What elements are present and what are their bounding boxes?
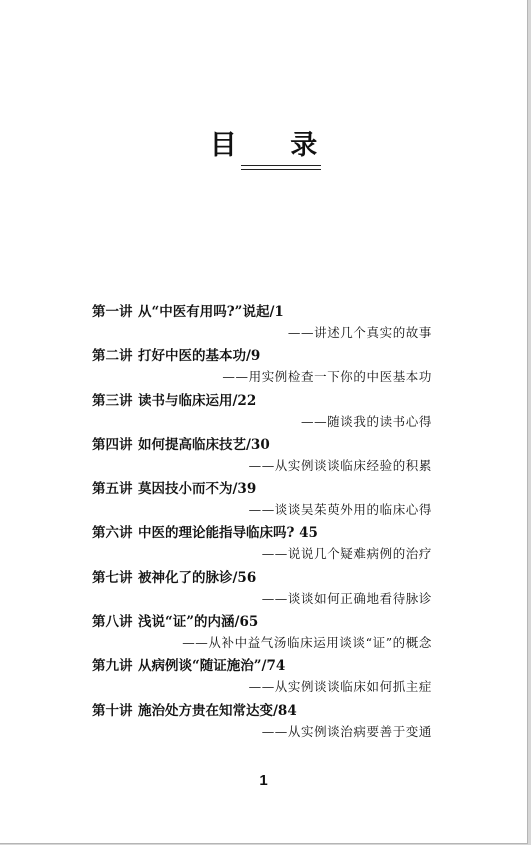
lecture-number: 第三讲 (92, 392, 133, 409)
table-of-contents (92, 302, 432, 745)
toc-entry-heading (92, 612, 258, 632)
toc-entry-heading (92, 568, 256, 588)
toc-entry-heading (92, 346, 260, 366)
lecture-title: 打好中医的基本功/9 (138, 348, 261, 365)
lecture-number: 第二讲 (92, 348, 133, 365)
lecture-subtitle: ——从补中益气汤临床运用谈谈“证”的概念 (182, 635, 432, 651)
lecture-title: 中医的理论能指导临床吗? 45 (138, 525, 318, 542)
lecture-subtitle: ——从实例谈谈临床如何抓主症 (248, 679, 432, 695)
toc-entry[interactable] (92, 523, 432, 567)
toc-entry-heading (92, 435, 270, 455)
lecture-title: 浅说“证”的内涵/65 (138, 614, 259, 631)
lecture-title: 如何提高临床技艺/30 (138, 436, 270, 453)
toc-entry-heading (92, 701, 297, 721)
lecture-number: 第四讲 (92, 436, 133, 453)
lecture-number: 第十讲 (92, 702, 133, 719)
toc-entry[interactable] (92, 701, 432, 745)
lecture-title: 被神化了的脉诊/56 (138, 569, 257, 586)
lecture-number: 第五讲 (92, 481, 133, 498)
toc-entry[interactable] (92, 346, 432, 390)
lecture-subtitle: ——从实例谈谈临床经验的积累 (248, 457, 432, 473)
lecture-number: 第八讲 (92, 614, 133, 631)
toc-entry-heading (92, 302, 284, 322)
lecture-title: 从病例谈“随证施治”/74 (138, 658, 286, 675)
lecture-subtitle: ——谈谈如何正确地看待脉诊 (261, 590, 432, 606)
page-title: 目 录 (209, 130, 340, 161)
lecture-title: 施治处方贵在知常达变/84 (138, 702, 297, 719)
toc-entry-heading (92, 391, 256, 411)
lecture-subtitle: ——说说几个疑难病例的治疗 (261, 546, 432, 562)
toc-entry[interactable] (92, 568, 432, 612)
toc-entry[interactable] (92, 612, 432, 656)
toc-entry[interactable] (92, 302, 432, 346)
lecture-title: 读书与临床运用/22 (138, 392, 257, 409)
lecture-subtitle: ——随谈我的读书心得 (300, 413, 432, 429)
title-underline (241, 165, 321, 170)
toc-entry[interactable] (92, 656, 432, 700)
lecture-number: 第一讲 (92, 304, 133, 320)
lecture-number: 第六讲 (92, 525, 133, 542)
lecture-title: 莫因技小而不为/39 (138, 481, 257, 498)
toc-entry[interactable] (92, 479, 432, 523)
lecture-title: 从“中医有用吗?”说起/1 (138, 304, 284, 320)
toc-entry[interactable] (92, 391, 432, 435)
page-number: 1 (259, 772, 268, 789)
lecture-subtitle: ——谈谈吴茱萸外用的临床心得 (248, 502, 432, 518)
lecture-number: 第七讲 (92, 569, 133, 586)
toc-entry-heading (92, 479, 256, 499)
lecture-subtitle: ——从实例谈治病要善于变通 (261, 723, 432, 739)
lecture-number: 第九讲 (92, 658, 133, 675)
lecture-subtitle: ——讲述几个真实的故事 (287, 325, 432, 340)
toc-entry-heading (92, 523, 318, 543)
lecture-subtitle: ——用实例检查一下你的中医基本功 (222, 369, 432, 385)
toc-entry[interactable] (92, 435, 432, 479)
toc-entry-heading (92, 656, 285, 676)
